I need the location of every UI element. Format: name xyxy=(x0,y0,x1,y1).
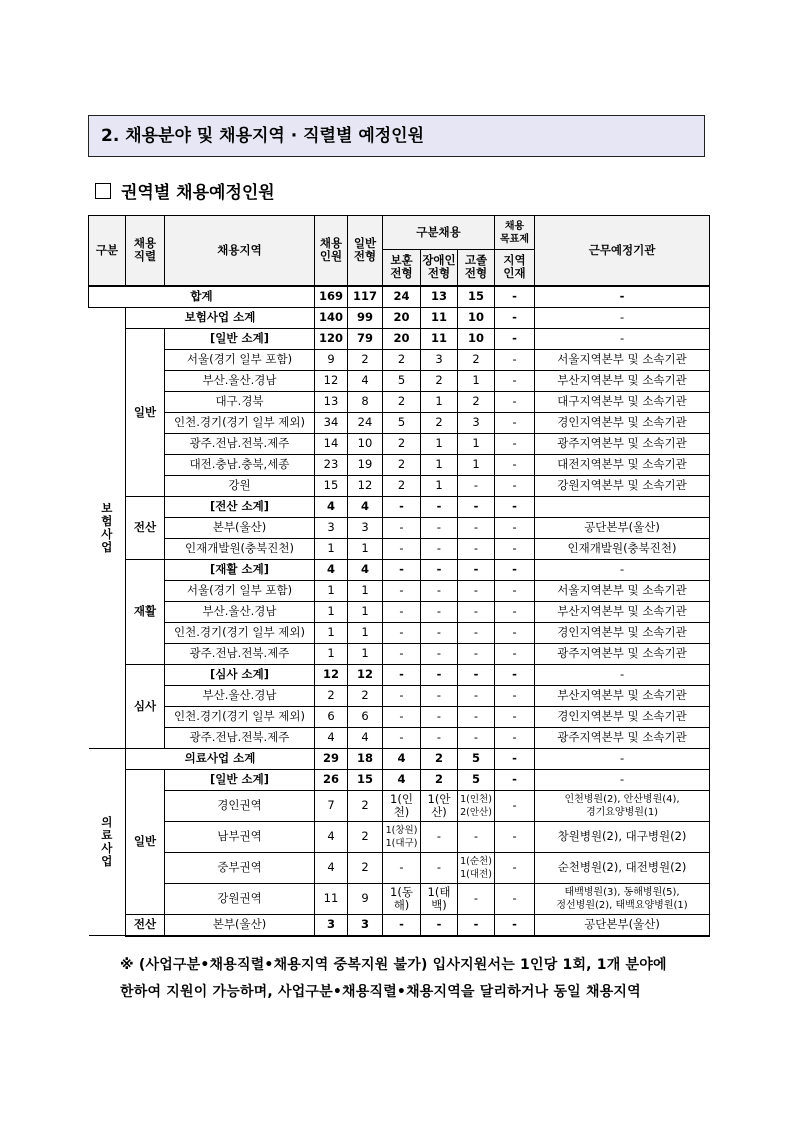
workplace-cell: 서울지역본부 및 소속기관 xyxy=(535,580,710,601)
count-cell: 1 xyxy=(421,433,458,454)
count-cell: 1(순천) 1(대전) xyxy=(458,852,495,883)
table-row xyxy=(89,475,710,496)
count-cell: - xyxy=(421,914,458,936)
count-cell: 1(창원) 1(대구) xyxy=(383,821,421,852)
table-row xyxy=(89,307,710,328)
count-cell: - xyxy=(458,706,495,727)
count-cell: 2 xyxy=(348,821,383,852)
region-cell: 본부(울산) xyxy=(165,914,315,936)
region-cell: 광주.전남.전북.제주 xyxy=(165,643,315,664)
count-cell: - xyxy=(495,821,535,852)
count-cell: - xyxy=(421,622,458,643)
subtotal-label: [일반 소계] xyxy=(165,769,315,790)
count-cell: - xyxy=(383,496,421,517)
count-cell: 1 xyxy=(421,454,458,475)
count-cell: - xyxy=(495,307,535,328)
count-cell: 1(태백) xyxy=(421,883,458,914)
count-cell: 10 xyxy=(458,307,495,328)
table-row xyxy=(89,517,710,538)
insurance-division-label: 보 험 사 업 xyxy=(89,307,126,748)
count-cell: - xyxy=(495,883,535,914)
count-cell: 4 xyxy=(315,727,348,748)
count-cell: - xyxy=(383,852,421,883)
workplace-cell: 부산지역본부 및 소속기관 xyxy=(535,601,710,622)
count-cell: 1 xyxy=(348,538,383,559)
workplace-cell: 강원지역본부 및 소속기관 xyxy=(535,475,710,496)
count-cell: 6 xyxy=(348,706,383,727)
header-region: 채용지역 xyxy=(165,216,315,286)
count-cell: 2 xyxy=(458,349,495,370)
count-cell: 1 xyxy=(315,580,348,601)
table-row xyxy=(89,391,710,412)
count-cell: - xyxy=(383,664,421,685)
table-row xyxy=(89,748,710,769)
count-cell: 4 xyxy=(348,370,383,391)
table-row xyxy=(89,286,710,308)
region-cell: 대구.경북 xyxy=(165,391,315,412)
region-cell: 경인권역 xyxy=(165,790,315,821)
count-cell: 2 xyxy=(315,685,348,706)
workplace-cell: 광주지역본부 및 소속기관 xyxy=(535,643,710,664)
count-cell: 2 xyxy=(421,370,458,391)
count-cell: 3 xyxy=(421,349,458,370)
count-cell: - xyxy=(383,914,421,936)
subsection-title xyxy=(95,178,275,203)
table-row xyxy=(89,496,710,517)
count-cell: 4 xyxy=(315,821,348,852)
table-row xyxy=(89,580,710,601)
count-cell: 117 xyxy=(348,286,383,308)
count-cell: 3 xyxy=(348,914,383,936)
workplace-cell: 공단본부(울산) xyxy=(535,914,710,936)
count-cell: - xyxy=(383,580,421,601)
workplace-cell: 창원병원(2), 대구병원(2) xyxy=(535,821,710,852)
region-cell: 인천.경기(경기 일부 제외) xyxy=(165,412,315,433)
count-cell: 11 xyxy=(421,307,458,328)
region-cell: 본부(울산) xyxy=(165,517,315,538)
workplace-cell: 대전지역본부 및 소속기관 xyxy=(535,454,710,475)
count-cell: 5 xyxy=(458,748,495,769)
region-cell: 강원권역 xyxy=(165,883,315,914)
count-cell: - xyxy=(495,370,535,391)
count-cell: - xyxy=(421,821,458,852)
count-cell: - xyxy=(495,391,535,412)
count-cell: 1 xyxy=(458,454,495,475)
count-cell: - xyxy=(383,559,421,580)
table-row xyxy=(89,559,710,580)
table-row xyxy=(89,412,710,433)
count-cell: 79 xyxy=(348,328,383,349)
table-row xyxy=(89,769,710,790)
header-local: 지역 인재 xyxy=(495,250,535,286)
count-cell: - xyxy=(458,601,495,622)
count-cell: 4 xyxy=(348,559,383,580)
count-cell: - xyxy=(495,559,535,580)
count-cell: 15 xyxy=(315,475,348,496)
region-cell: 인천.경기(경기 일부 제외) xyxy=(165,706,315,727)
region-cell: 남부권역 xyxy=(165,821,315,852)
hiring-table xyxy=(88,215,710,937)
count-cell: - xyxy=(495,517,535,538)
workplace-cell: 광주지역본부 및 소속기관 xyxy=(535,433,710,454)
workplace-cell: - xyxy=(535,559,710,580)
table-row xyxy=(89,433,710,454)
count-cell: - xyxy=(495,852,535,883)
workplace-cell: 공단본부(울산) xyxy=(535,517,710,538)
count-cell: - xyxy=(458,580,495,601)
count-cell: 8 xyxy=(348,391,383,412)
count-cell: 11 xyxy=(421,328,458,349)
count-cell: 15 xyxy=(458,286,495,308)
region-cell: 인재개발원(충북진천) xyxy=(165,538,315,559)
count-cell: 2 xyxy=(348,790,383,821)
count-cell: 1 xyxy=(421,475,458,496)
count-cell: 34 xyxy=(315,412,348,433)
table-row xyxy=(89,914,710,936)
count-cell: 23 xyxy=(315,454,348,475)
count-cell: - xyxy=(495,622,535,643)
region-cell: 광주.전남.전북.제주 xyxy=(165,433,315,454)
count-cell: - xyxy=(421,706,458,727)
workplace-cell: 서울지역본부 및 소속기관 xyxy=(535,349,710,370)
table-row xyxy=(89,852,710,883)
region-cell: 서울(경기 일부 포함) xyxy=(165,349,315,370)
count-cell: - xyxy=(458,883,495,914)
count-cell: - xyxy=(495,349,535,370)
count-cell: 1 xyxy=(421,391,458,412)
count-cell: - xyxy=(495,433,535,454)
count-cell: 1(인천) 2(안산) xyxy=(458,790,495,821)
region-cell: 부산.울산.경남 xyxy=(165,601,315,622)
count-cell: 9 xyxy=(315,349,348,370)
count-cell: 19 xyxy=(348,454,383,475)
count-cell: - xyxy=(458,475,495,496)
count-cell: - xyxy=(421,601,458,622)
region-cell: 서울(경기 일부 포함) xyxy=(165,580,315,601)
count-cell: - xyxy=(421,685,458,706)
table-row xyxy=(89,706,710,727)
table-row xyxy=(89,328,710,349)
count-cell: 2 xyxy=(348,685,383,706)
count-cell: 1 xyxy=(458,370,495,391)
count-cell: 1(인천) xyxy=(383,790,421,821)
count-cell: - xyxy=(383,643,421,664)
subsection-title-text: 권역별 채용예정인원 xyxy=(121,183,275,203)
count-cell: 1 xyxy=(315,601,348,622)
header-highschool: 고졸 전형 xyxy=(458,250,495,286)
count-cell: 4 xyxy=(315,496,348,517)
region-cell: 부산.울산.경남 xyxy=(165,370,315,391)
count-cell: - xyxy=(421,852,458,883)
workplace-cell: - xyxy=(535,307,710,328)
job-series-label: 전산 xyxy=(126,496,165,559)
count-cell: 2 xyxy=(421,748,458,769)
count-cell: - xyxy=(383,538,421,559)
count-cell: - xyxy=(421,496,458,517)
subtotal-label: [전산 소계] xyxy=(165,496,315,517)
count-cell: 2 xyxy=(383,391,421,412)
count-cell: 4 xyxy=(315,559,348,580)
count-cell: - xyxy=(495,664,535,685)
count-cell: 11 xyxy=(315,883,348,914)
region-cell: 광주.전남.전북.제주 xyxy=(165,727,315,748)
count-cell: 5 xyxy=(383,412,421,433)
count-cell: - xyxy=(495,769,535,790)
header-disabled: 장애인 전형 xyxy=(421,250,458,286)
count-cell: 1 xyxy=(348,580,383,601)
count-cell: - xyxy=(458,496,495,517)
workplace-cell: 광주지역본부 및 소속기관 xyxy=(535,727,710,748)
count-cell: - xyxy=(495,685,535,706)
count-cell: 4 xyxy=(315,852,348,883)
subtotal-label: [재활 소계] xyxy=(165,559,315,580)
table-row xyxy=(89,883,710,914)
workplace-cell: 경인지역본부 및 소속기관 xyxy=(535,412,710,433)
count-cell: - xyxy=(421,517,458,538)
note-text: ※ (사업구분•채용직렬•채용지역 중복지원 불가) 입사지원서는 1인당 1회, 1개 분야에 한하여 지원이 가능하며, 사업구분•채용직렬•채용지역을 달리하거나 동일 채용지역 xyxy=(120,957,667,1000)
medical-division-label: 의 료 사 업 xyxy=(89,748,126,936)
table-row xyxy=(89,538,710,559)
count-cell: 2 xyxy=(348,349,383,370)
count-cell: 140 xyxy=(315,307,348,328)
table-row xyxy=(89,601,710,622)
job-series-label: 재활 xyxy=(126,559,165,664)
count-cell: - xyxy=(458,664,495,685)
count-cell: 1 xyxy=(315,538,348,559)
count-cell: 4 xyxy=(348,496,383,517)
count-cell: 1 xyxy=(458,433,495,454)
workplace-cell: 경인지역본부 및 소속기관 xyxy=(535,706,710,727)
count-cell: 29 xyxy=(315,748,348,769)
count-cell: 1 xyxy=(348,601,383,622)
count-cell: 2 xyxy=(421,769,458,790)
region-cell: 인천.경기(경기 일부 제외) xyxy=(165,622,315,643)
count-cell: 4 xyxy=(383,748,421,769)
count-cell: - xyxy=(495,748,535,769)
count-cell: - xyxy=(458,559,495,580)
count-cell: 18 xyxy=(348,748,383,769)
count-cell: 2 xyxy=(383,475,421,496)
count-cell: - xyxy=(458,821,495,852)
count-cell: - xyxy=(495,496,535,517)
count-cell: - xyxy=(495,706,535,727)
count-cell: - xyxy=(495,538,535,559)
job-series-label: 심사 xyxy=(126,664,165,748)
region-cell: 중부권역 xyxy=(165,852,315,883)
workplace-cell: - xyxy=(535,769,710,790)
count-cell: 15 xyxy=(348,769,383,790)
subtotal-label: [일반 소계] xyxy=(165,328,315,349)
header-target: 채용 목표제 xyxy=(495,216,535,250)
header-general: 일반 전형 xyxy=(348,216,383,286)
count-cell: 5 xyxy=(458,769,495,790)
count-cell: - xyxy=(495,475,535,496)
count-cell: 24 xyxy=(348,412,383,433)
workplace-cell: 인재개발원(충북진천) xyxy=(535,538,710,559)
header-division: 구분 xyxy=(89,216,126,286)
count-cell: - xyxy=(458,643,495,664)
count-cell: 9 xyxy=(348,883,383,914)
count-cell: - xyxy=(495,914,535,936)
count-cell: 12 xyxy=(348,664,383,685)
count-cell: - xyxy=(421,580,458,601)
job-series-label: 일반 xyxy=(126,328,165,496)
workplace-cell: 인천병원(2), 안산병원(4), 경기요양병원(1) xyxy=(535,790,710,821)
subtotal-label: 의료사업 소계 xyxy=(126,748,315,769)
workplace-cell: 대구지역본부 및 소속기관 xyxy=(535,391,710,412)
count-cell: 2 xyxy=(421,412,458,433)
count-cell: 6 xyxy=(315,706,348,727)
count-cell: 2 xyxy=(383,433,421,454)
region-cell: 강원 xyxy=(165,475,315,496)
count-cell: - xyxy=(458,538,495,559)
count-cell: 4 xyxy=(383,769,421,790)
count-cell: - xyxy=(458,622,495,643)
table-row xyxy=(89,622,710,643)
job-series-label: 일반 xyxy=(126,769,165,914)
table-row xyxy=(89,685,710,706)
count-cell: - xyxy=(421,559,458,580)
count-cell: 2 xyxy=(383,349,421,370)
header-veterans: 보훈 전형 xyxy=(383,250,421,286)
count-cell: 1 xyxy=(315,622,348,643)
count-cell: 10 xyxy=(458,328,495,349)
count-cell: 1(안산) xyxy=(421,790,458,821)
count-cell: - xyxy=(495,454,535,475)
count-cell: - xyxy=(495,328,535,349)
count-cell: 1 xyxy=(348,622,383,643)
count-cell: 24 xyxy=(383,286,421,308)
count-cell: - xyxy=(421,538,458,559)
count-cell: 120 xyxy=(315,328,348,349)
count-cell: 10 xyxy=(348,433,383,454)
header-hire-count: 채용 인원 xyxy=(315,216,348,286)
subtotal-label: [심사 소계] xyxy=(165,664,315,685)
count-cell: 12 xyxy=(315,664,348,685)
count-cell: - xyxy=(458,517,495,538)
table-row xyxy=(89,790,710,821)
count-cell: - xyxy=(421,643,458,664)
count-cell: 14 xyxy=(315,433,348,454)
count-cell: 1 xyxy=(348,643,383,664)
count-cell: 2 xyxy=(458,391,495,412)
count-cell: 26 xyxy=(315,769,348,790)
count-cell: 12 xyxy=(315,370,348,391)
workplace-cell: 부산지역본부 및 소속기관 xyxy=(535,685,710,706)
workplace-cell: - xyxy=(535,286,710,308)
count-cell: - xyxy=(495,580,535,601)
workplace-cell: - xyxy=(535,664,710,685)
count-cell: 2 xyxy=(348,852,383,883)
table-body xyxy=(89,286,710,936)
header-workplace: 근무예정기관 xyxy=(535,216,710,286)
workplace-cell: 경인지역본부 및 소속기관 xyxy=(535,622,710,643)
table-row xyxy=(89,370,710,391)
count-cell: - xyxy=(421,727,458,748)
count-cell: 20 xyxy=(383,307,421,328)
count-cell: 3 xyxy=(315,517,348,538)
subtotal-label: 보험사업 소계 xyxy=(126,307,315,328)
workplace-cell: - xyxy=(535,748,710,769)
count-cell: 13 xyxy=(315,391,348,412)
region-cell: 부산.울산.경남 xyxy=(165,685,315,706)
job-series-label: 전산 xyxy=(126,914,165,936)
count-cell: - xyxy=(383,685,421,706)
count-cell: - xyxy=(495,643,535,664)
count-cell: - xyxy=(495,286,535,308)
count-cell: 13 xyxy=(421,286,458,308)
workplace-cell: 부산지역본부 및 소속기관 xyxy=(535,370,710,391)
count-cell: - xyxy=(383,727,421,748)
header-job-series: 채용 직렬 xyxy=(126,216,165,286)
count-cell: - xyxy=(383,517,421,538)
count-cell: - xyxy=(495,727,535,748)
count-cell: 4 xyxy=(348,727,383,748)
count-cell: 1 xyxy=(315,643,348,664)
table-row xyxy=(89,349,710,370)
total-label: 합계 xyxy=(89,286,315,308)
table-row xyxy=(89,727,710,748)
count-cell: - xyxy=(458,727,495,748)
region-cell: 대전.충남.충북,세종 xyxy=(165,454,315,475)
count-cell: 169 xyxy=(315,286,348,308)
count-cell: 3 xyxy=(458,412,495,433)
count-cell: - xyxy=(383,706,421,727)
count-cell: 5 xyxy=(383,370,421,391)
workplace-cell: 태백병원(3), 동해병원(5), 정선병원(2), 태백요양병원(1) xyxy=(535,883,710,914)
count-cell: 2 xyxy=(383,454,421,475)
count-cell: - xyxy=(383,601,421,622)
workplace-cell xyxy=(535,496,710,517)
header-separate: 구분채용 xyxy=(383,216,495,250)
count-cell: - xyxy=(495,601,535,622)
count-cell: 3 xyxy=(348,517,383,538)
table-row xyxy=(89,643,710,664)
workplace-cell: - xyxy=(535,328,710,349)
count-cell: - xyxy=(495,790,535,821)
count-cell: 99 xyxy=(348,307,383,328)
count-cell: 1(동해) xyxy=(383,883,421,914)
workplace-cell: 순천병원(2), 대전병원(2) xyxy=(535,852,710,883)
count-cell: 7 xyxy=(315,790,348,821)
count-cell: - xyxy=(421,664,458,685)
table-row xyxy=(89,821,710,852)
table-row xyxy=(89,664,710,685)
checkbox-square-icon xyxy=(95,183,111,199)
count-cell: - xyxy=(495,412,535,433)
count-cell: 12 xyxy=(348,475,383,496)
section-title: 2. 채용분야 및 채용지역 · 직렬별 예정인원 xyxy=(88,115,705,157)
table-row xyxy=(89,454,710,475)
count-cell: - xyxy=(458,685,495,706)
count-cell: 3 xyxy=(315,914,348,936)
count-cell: - xyxy=(383,622,421,643)
count-cell: - xyxy=(458,914,495,936)
count-cell: 20 xyxy=(383,328,421,349)
